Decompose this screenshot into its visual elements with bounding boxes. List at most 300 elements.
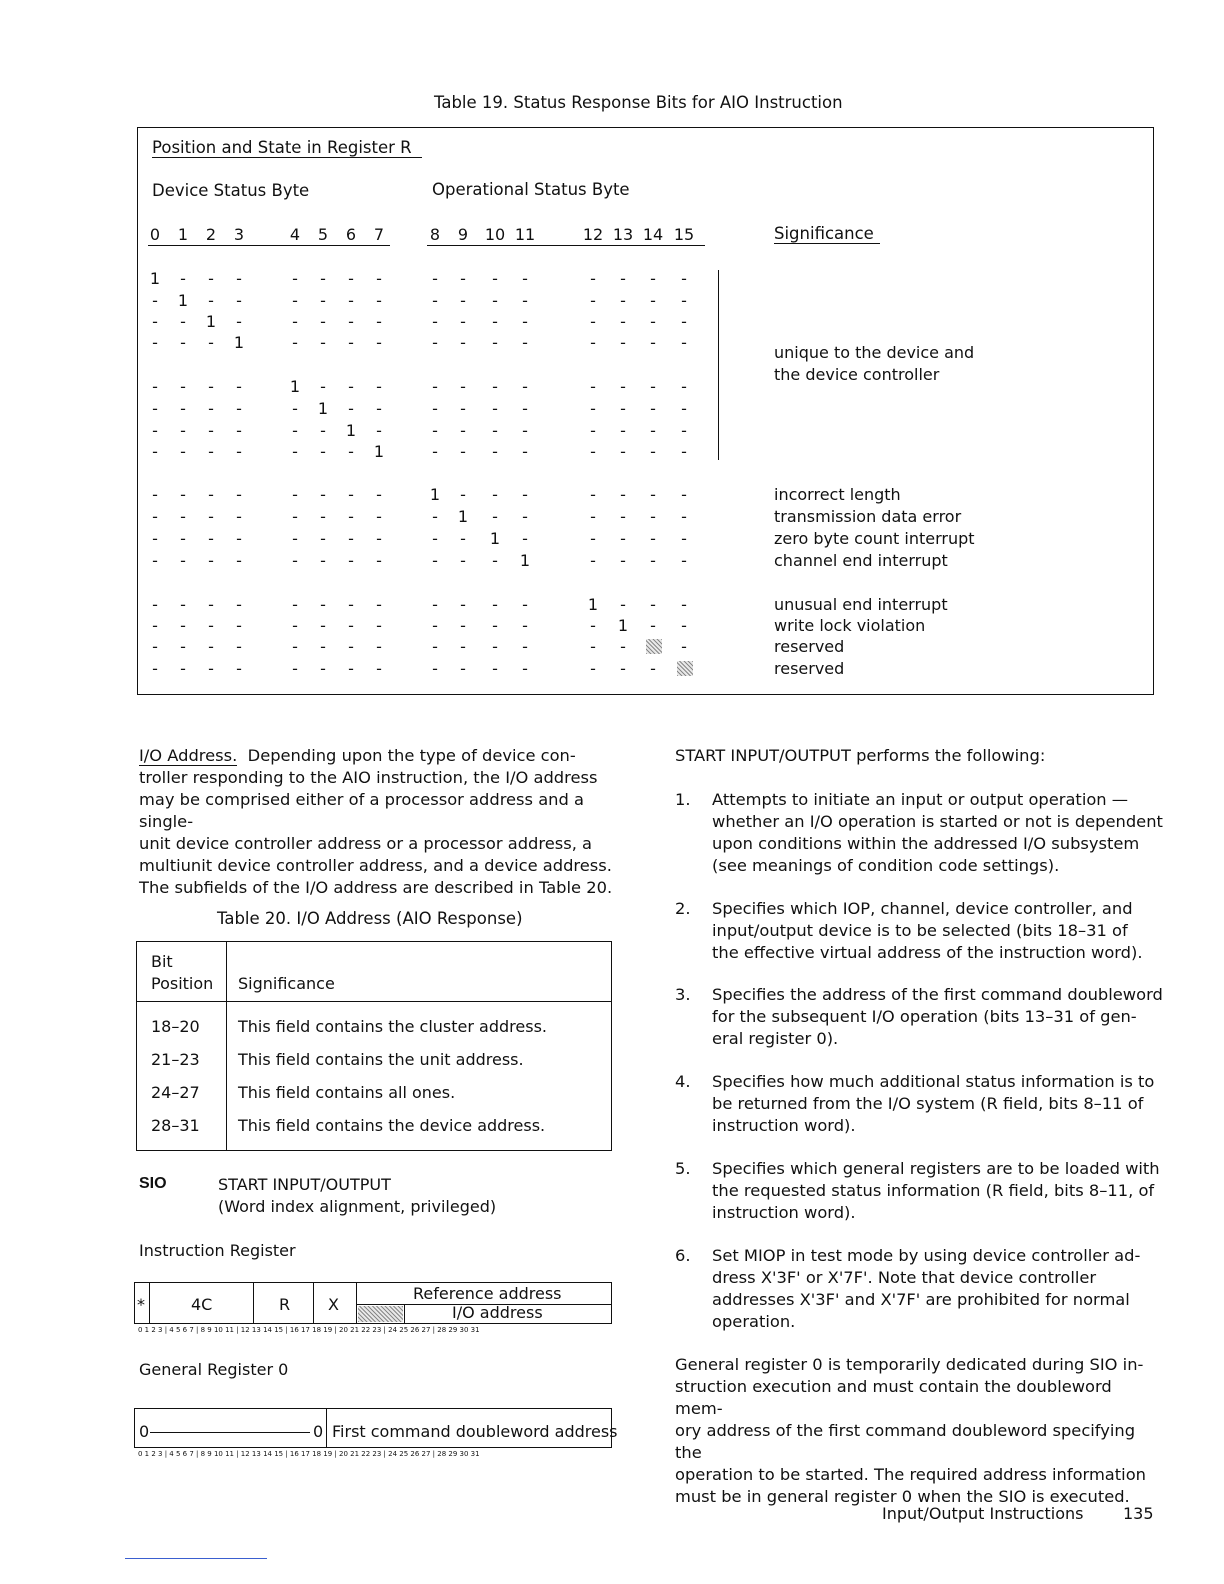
step-6-line-3: addresses X'3F' and X'7F' are prohibited for normal xyxy=(712,1290,1130,1309)
bit-dash: - xyxy=(681,421,687,440)
table20-caption: Table 20. I/O Address (AIO Response) xyxy=(217,909,523,928)
bit-dash: - xyxy=(348,269,354,288)
bit-number-15: 15 xyxy=(673,225,695,244)
bit-dash: - xyxy=(208,551,214,570)
bit-dash: - xyxy=(180,507,186,526)
bit-dash: - xyxy=(180,616,186,635)
bit-dash: - xyxy=(650,269,656,288)
bit-dash: - xyxy=(376,595,382,614)
bit-dash: - xyxy=(432,659,438,678)
bit-dash: - xyxy=(292,442,298,461)
step-3-line-1: Specifies the address of the first command doubleword xyxy=(712,985,1163,1004)
step-text-1 xyxy=(712,789,1163,877)
ir-shaded-bits xyxy=(358,1306,403,1322)
bit-dash: - xyxy=(522,312,528,331)
bit-dash: - xyxy=(681,442,687,461)
bit-dash: - xyxy=(348,616,354,635)
table20-row-3-text: This field contains all ones. xyxy=(238,1083,456,1102)
bit-dash: - xyxy=(180,421,186,440)
gr0-arrow-line xyxy=(150,1432,310,1433)
closing-line-5: must be in general register 0 when the SIO is executed. xyxy=(675,1487,1130,1506)
bit-dash: - xyxy=(460,616,466,635)
bit-dash: - xyxy=(376,269,382,288)
table20-row-4-text: This field contains the device address. xyxy=(238,1116,546,1135)
bit-dash: - xyxy=(460,485,466,504)
bit-set-row-9: 1 xyxy=(457,507,469,526)
bit-set-row-0: 1 xyxy=(149,269,161,288)
bit-dash: - xyxy=(681,269,687,288)
bit-dash: - xyxy=(492,291,498,310)
step-5-line-1: Specifies which general registers are to be loaded with xyxy=(712,1159,1160,1178)
bit-dash: - xyxy=(180,377,186,396)
io-address-line-5: multiunit device controller address, and a device address. xyxy=(139,856,612,875)
bit-dash: - xyxy=(522,616,528,635)
bit-dash: - xyxy=(348,399,354,418)
bit-number-13: 13 xyxy=(612,225,634,244)
bit-dash: - xyxy=(650,616,656,635)
bit-dash: - xyxy=(522,269,528,288)
page-number: 135 xyxy=(1123,1504,1154,1523)
table20-row-1-bits: 18–20 xyxy=(151,1017,200,1036)
bit-dash: - xyxy=(208,529,214,548)
bit-dash: - xyxy=(152,595,158,614)
bit-dash: - xyxy=(180,551,186,570)
bit-dash: - xyxy=(208,291,214,310)
bit-dash: - xyxy=(376,421,382,440)
bit-dash: - xyxy=(320,377,326,396)
reserved-bit-14-shade xyxy=(646,639,662,654)
bit-dash: - xyxy=(522,291,528,310)
bit-dash: - xyxy=(348,485,354,504)
bit-dash: - xyxy=(492,399,498,418)
closing-line-3: ory address of the first command doubleword specifying the xyxy=(675,1421,1136,1462)
bit-dash: - xyxy=(348,333,354,352)
bit-dash: - xyxy=(681,333,687,352)
bit-dash: - xyxy=(681,551,687,570)
ir-x-field: X xyxy=(328,1295,339,1314)
bit-dash: - xyxy=(180,485,186,504)
step-5-line-2: the requested status information (R field, bits 8–11, of xyxy=(712,1181,1155,1200)
step-2-line-2: input/output device is to be selected (bits 18–31 of xyxy=(712,921,1128,940)
bit-dash: - xyxy=(620,442,626,461)
bit-dash: - xyxy=(152,551,158,570)
bit-dash: - xyxy=(292,269,298,288)
bit-set-row-8: 1 xyxy=(429,485,441,504)
bit-dash: - xyxy=(348,312,354,331)
bit-dash: - xyxy=(208,399,214,418)
bit-dash: - xyxy=(208,421,214,440)
bit-dash: - xyxy=(681,507,687,526)
bit-dash: - xyxy=(208,595,214,614)
bit-dash: - xyxy=(376,616,382,635)
step-5-line-3: instruction word). xyxy=(712,1203,856,1222)
bit-dash: - xyxy=(492,595,498,614)
bit-dash: - xyxy=(460,312,466,331)
bit-dash: - xyxy=(320,529,326,548)
bit-set-row-1: 1 xyxy=(177,291,189,310)
bit-dash: - xyxy=(522,333,528,352)
table20-col-divider xyxy=(226,941,227,1151)
bit-dash: - xyxy=(376,507,382,526)
io-address-line-4: unit device controller address or a processor address, a xyxy=(139,834,593,853)
bit-dash: - xyxy=(292,507,298,526)
step-4-line-2: be returned from the I/O system (R field, bits 8–11 of xyxy=(712,1094,1144,1113)
bit-dash: - xyxy=(208,333,214,352)
bit-dash: - xyxy=(236,637,242,656)
bit-dash: - xyxy=(590,551,596,570)
table20-row-2-text: This field contains the unit address. xyxy=(238,1050,524,1069)
ir-r-field: R xyxy=(279,1295,291,1314)
step-1-line-2: whether an I/O operation is started or not is dependent xyxy=(712,812,1163,831)
bit-dash: - xyxy=(460,421,466,440)
bit-dash: - xyxy=(432,421,438,440)
bit-dash: - xyxy=(590,659,596,678)
bit-dash: - xyxy=(376,637,382,656)
bit-dash: - xyxy=(620,291,626,310)
bit-set-row-11: 1 xyxy=(519,551,531,570)
bit-dash: - xyxy=(650,529,656,548)
bit-dash: - xyxy=(460,377,466,396)
bit-dash: - xyxy=(236,269,242,288)
bit-dash: - xyxy=(208,616,214,635)
bit-dash: - xyxy=(180,659,186,678)
bit-dash: - xyxy=(432,507,438,526)
closing-line-4: operation to be started. The required address information xyxy=(675,1465,1146,1484)
step-text-4 xyxy=(712,1071,1160,1137)
step-2-line-3: the effective virtual address of the instruction word). xyxy=(712,943,1143,962)
bit-dash: - xyxy=(620,421,626,440)
bit-dash: - xyxy=(292,291,298,310)
bit-dash: - xyxy=(292,312,298,331)
label-incorrect-length: incorrect length xyxy=(774,485,901,504)
bit-dash: - xyxy=(208,269,214,288)
bit-number-4: 4 xyxy=(289,225,301,244)
bit-dash: - xyxy=(180,399,186,418)
bit-dash: - xyxy=(236,659,242,678)
bit-dash: - xyxy=(620,637,626,656)
bit-dash: - xyxy=(236,377,242,396)
step-3-line-3: eral register 0). xyxy=(712,1029,839,1048)
bit-dash: - xyxy=(522,377,528,396)
significance-header: Significance xyxy=(774,224,880,244)
bit-dash: - xyxy=(292,399,298,418)
bit-dash: - xyxy=(432,551,438,570)
bit-set-row-12: 1 xyxy=(587,595,599,614)
bit-dash: - xyxy=(320,551,326,570)
bit-dash: - xyxy=(152,421,158,440)
table20-row-2-bits: 21–23 xyxy=(151,1050,200,1069)
bit-dash: - xyxy=(152,399,158,418)
bit-set-row-7: 1 xyxy=(373,442,385,461)
bit-dash: - xyxy=(492,616,498,635)
step-6-line-2: dress X'3F' or X'7F'. Note that device controller xyxy=(712,1268,1097,1287)
bit-dash: - xyxy=(348,595,354,614)
bit-dash: - xyxy=(376,529,382,548)
bit-dash: - xyxy=(236,485,242,504)
bit-dash: - xyxy=(320,291,326,310)
bit-dash: - xyxy=(432,377,438,396)
bit-dash: - xyxy=(292,421,298,440)
ir-reference-address: Reference address xyxy=(413,1284,562,1303)
bit-dash: - xyxy=(320,595,326,614)
bit-dash: - xyxy=(236,399,242,418)
bit-dash: - xyxy=(492,637,498,656)
footer-link-rule xyxy=(125,1558,267,1559)
bit-dash: - xyxy=(590,333,596,352)
position-header: Position and State in Register R xyxy=(152,138,422,158)
reserved-bit-15-shade xyxy=(677,661,693,676)
bit-dash: - xyxy=(460,269,466,288)
bit-dash: - xyxy=(522,595,528,614)
ir-div-4 xyxy=(356,1282,357,1324)
table20-header-rule xyxy=(136,1001,612,1002)
table20-row-3-bits: 24–27 xyxy=(151,1083,200,1102)
table20-bit-header-1: Bit xyxy=(151,952,173,971)
step-4-line-1: Specifies how much additional status information is to xyxy=(712,1072,1155,1091)
bit-dash: - xyxy=(492,333,498,352)
step-number-3: 3. xyxy=(675,985,691,1004)
table20-row-4-bits: 28–31 xyxy=(151,1116,200,1135)
bit-dash: - xyxy=(460,529,466,548)
bit-dash: - xyxy=(348,291,354,310)
bit-dash: - xyxy=(236,529,242,548)
bit-set-row-4: 1 xyxy=(289,377,301,396)
bit-dash: - xyxy=(236,442,242,461)
bit-dash: - xyxy=(236,421,242,440)
label-channel-end: channel end interrupt xyxy=(774,551,948,570)
bit-dash: - xyxy=(208,485,214,504)
step-number-6: 6. xyxy=(675,1246,691,1265)
bit-dash: - xyxy=(590,399,596,418)
bit-dash: - xyxy=(320,312,326,331)
table20-bit-header-2: Position xyxy=(151,974,214,993)
bit-dash: - xyxy=(522,529,528,548)
bit-dash: - xyxy=(620,529,626,548)
io-address-line-1: Depending upon the type of device con- xyxy=(247,746,576,765)
bit-dash: - xyxy=(522,399,528,418)
label-reserved-14: reserved xyxy=(774,637,845,656)
closing-line-1: General register 0 is temporarily dedicated during SIO in- xyxy=(675,1355,1144,1374)
closing-line-2: struction execution and must contain the doubleword mem- xyxy=(675,1377,1112,1418)
bit-dash: - xyxy=(376,659,382,678)
bit-dash: - xyxy=(590,529,596,548)
bit-dash: - xyxy=(180,269,186,288)
bit-dash: - xyxy=(320,485,326,504)
step-text-2 xyxy=(712,898,1160,964)
bit-dash: - xyxy=(208,507,214,526)
bit-dash: - xyxy=(320,421,326,440)
bit-number-5: 5 xyxy=(317,225,329,244)
bit-dash: - xyxy=(590,421,596,440)
bit-set-row-13: 1 xyxy=(617,616,629,635)
gr0-zero-left: 0 xyxy=(139,1422,150,1441)
bit-dash: - xyxy=(432,442,438,461)
bit-dash: - xyxy=(292,551,298,570)
bit-dash: - xyxy=(208,637,214,656)
bit-dash: - xyxy=(180,442,186,461)
bit-dash: - xyxy=(320,637,326,656)
bit-dash: - xyxy=(152,507,158,526)
bit-dash: - xyxy=(432,312,438,331)
bit-dash: - xyxy=(650,377,656,396)
bit-dash: - xyxy=(348,507,354,526)
bit-set-row-10: 1 xyxy=(489,529,501,548)
bit-dash: - xyxy=(292,485,298,504)
bit-dash: - xyxy=(348,442,354,461)
bit-dash: - xyxy=(681,616,687,635)
bit-dash: - xyxy=(348,551,354,570)
bit-dash: - xyxy=(152,529,158,548)
bit-number-1: 1 xyxy=(177,225,189,244)
bit-set-row-5: 1 xyxy=(317,399,329,418)
device-group-brace xyxy=(718,270,719,460)
label-zero-byte-count: zero byte count interrupt xyxy=(774,529,975,548)
step-number-4: 4. xyxy=(675,1072,691,1091)
bit-dash: - xyxy=(432,616,438,635)
sio-mnemonic: SIO xyxy=(139,1175,167,1192)
bit-dash: - xyxy=(590,485,596,504)
bit-dash: - xyxy=(376,291,382,310)
gr0-bit-scale: 0 1 2 3 | 4 5 6 7 | 8 9 10 11 | 12 13 14 15 | 16 17 18 19 | 20 21 22 23 | 24 25 26 27 | 28 29 30 31 xyxy=(138,1450,480,1458)
bit-dash: - xyxy=(348,529,354,548)
step-6-line-4: operation. xyxy=(712,1312,796,1331)
bit-dash: - xyxy=(348,659,354,678)
step-4-line-3: instruction word). xyxy=(712,1116,856,1135)
gr0-first-command-address: First command doubleword address xyxy=(332,1422,618,1441)
bit-dash: - xyxy=(152,377,158,396)
step-text-6 xyxy=(712,1245,1160,1333)
bit-dash: - xyxy=(208,659,214,678)
bit-dash: - xyxy=(681,399,687,418)
bit-number-2: 2 xyxy=(205,225,217,244)
bit-dash: - xyxy=(432,637,438,656)
bit-dash: - xyxy=(492,507,498,526)
bit-dash: - xyxy=(522,485,528,504)
bit-dash: - xyxy=(236,312,242,331)
bit-dash: - xyxy=(348,637,354,656)
bit-dash: - xyxy=(650,442,656,461)
ir-div-3 xyxy=(313,1282,314,1324)
bit-dash: - xyxy=(152,485,158,504)
bit-number-12: 12 xyxy=(582,225,604,244)
bit-dash: - xyxy=(492,485,498,504)
bit-dash: - xyxy=(152,637,158,656)
table20-significance-header: Significance xyxy=(238,974,335,993)
bit-dash: - xyxy=(292,659,298,678)
bit-dash: - xyxy=(152,291,158,310)
table20-row-1-text: This field contains the cluster address. xyxy=(238,1017,547,1036)
bit-set-row-3: 1 xyxy=(233,333,245,352)
bit-number-7: 7 xyxy=(373,225,385,244)
bit-dash: - xyxy=(590,507,596,526)
sio-intro: START INPUT/OUTPUT performs the following: xyxy=(675,746,1046,765)
bit-dash: - xyxy=(152,442,158,461)
bit-dash: - xyxy=(432,529,438,548)
bit-number-11: 11 xyxy=(514,225,536,244)
bit-dash: - xyxy=(236,595,242,614)
bit-dash: - xyxy=(522,421,528,440)
bit-dash: - xyxy=(320,659,326,678)
label-write-lock: write lock violation xyxy=(774,616,926,635)
bit-number-3: 3 xyxy=(233,225,245,244)
bit-dash: - xyxy=(208,442,214,461)
gr0-divider xyxy=(326,1408,327,1448)
step-1-line-4: (see meanings of condition code settings). xyxy=(712,856,1060,875)
step-number-1: 1. xyxy=(675,790,691,809)
bit-dash: - xyxy=(650,551,656,570)
ir-div-1 xyxy=(149,1282,150,1324)
bit-dash: - xyxy=(590,312,596,331)
bit-dash: - xyxy=(590,616,596,635)
bit-dash: - xyxy=(180,333,186,352)
bit-dash: - xyxy=(620,485,626,504)
bit-set-row-2: 1 xyxy=(205,312,217,331)
bit-dash: - xyxy=(650,595,656,614)
bit-dash: - xyxy=(376,485,382,504)
bit-dash: - xyxy=(492,551,498,570)
bit-dash: - xyxy=(522,637,528,656)
bit-dash: - xyxy=(152,659,158,678)
bit-dash: - xyxy=(320,442,326,461)
bit-dash: - xyxy=(522,659,528,678)
bit-number-0: 0 xyxy=(149,225,161,244)
instruction-register-label: Instruction Register xyxy=(139,1241,296,1260)
bit-dash: - xyxy=(432,291,438,310)
bit-dash: - xyxy=(432,269,438,288)
bit-dash: - xyxy=(650,485,656,504)
step-text-5 xyxy=(712,1158,1160,1224)
bit-dash: - xyxy=(376,399,382,418)
ir-div-5 xyxy=(404,1304,405,1324)
io-address-line-2: troller responding to the AIO instruction, the I/O address xyxy=(139,768,598,787)
bit-dash: - xyxy=(681,485,687,504)
operational-status-byte: Operational Status Byte xyxy=(432,180,630,199)
bit-dash: - xyxy=(432,399,438,418)
bit-dash: - xyxy=(650,399,656,418)
bit-dash: - xyxy=(681,291,687,310)
step-text-3 xyxy=(712,984,1163,1050)
bit-dash: - xyxy=(180,637,186,656)
bit-dash: - xyxy=(236,507,242,526)
bit-dash: - xyxy=(620,551,626,570)
sio-name: START INPUT/OUTPUT xyxy=(218,1175,391,1194)
bit-dash: - xyxy=(620,659,626,678)
bit-dash: - xyxy=(590,377,596,396)
bit-dash: - xyxy=(460,551,466,570)
bit-dash: - xyxy=(492,269,498,288)
bit-dash: - xyxy=(292,529,298,548)
bit-dash: - xyxy=(320,269,326,288)
bit-dash: - xyxy=(460,595,466,614)
bit-dash: - xyxy=(650,333,656,352)
bit-dash: - xyxy=(590,291,596,310)
bit-dash: - xyxy=(460,333,466,352)
bit-dash: - xyxy=(650,507,656,526)
bit-dash: - xyxy=(460,291,466,310)
bit-dash: - xyxy=(681,377,687,396)
step-2-line-1: Specifies which IOP, channel, device controller, and xyxy=(712,899,1133,918)
bit-dash: - xyxy=(620,595,626,614)
bit-dash: - xyxy=(180,529,186,548)
bit-dash: - xyxy=(590,442,596,461)
bit-dash: - xyxy=(650,291,656,310)
step-6-line-1: Set MIOP in test mode by using device controller ad- xyxy=(712,1246,1141,1265)
bit-dash: - xyxy=(292,595,298,614)
ir-opcode: 4C xyxy=(191,1295,213,1314)
ir-io-address: I/O address xyxy=(452,1303,543,1322)
bit-dash: - xyxy=(236,551,242,570)
bit-dash: - xyxy=(650,659,656,678)
